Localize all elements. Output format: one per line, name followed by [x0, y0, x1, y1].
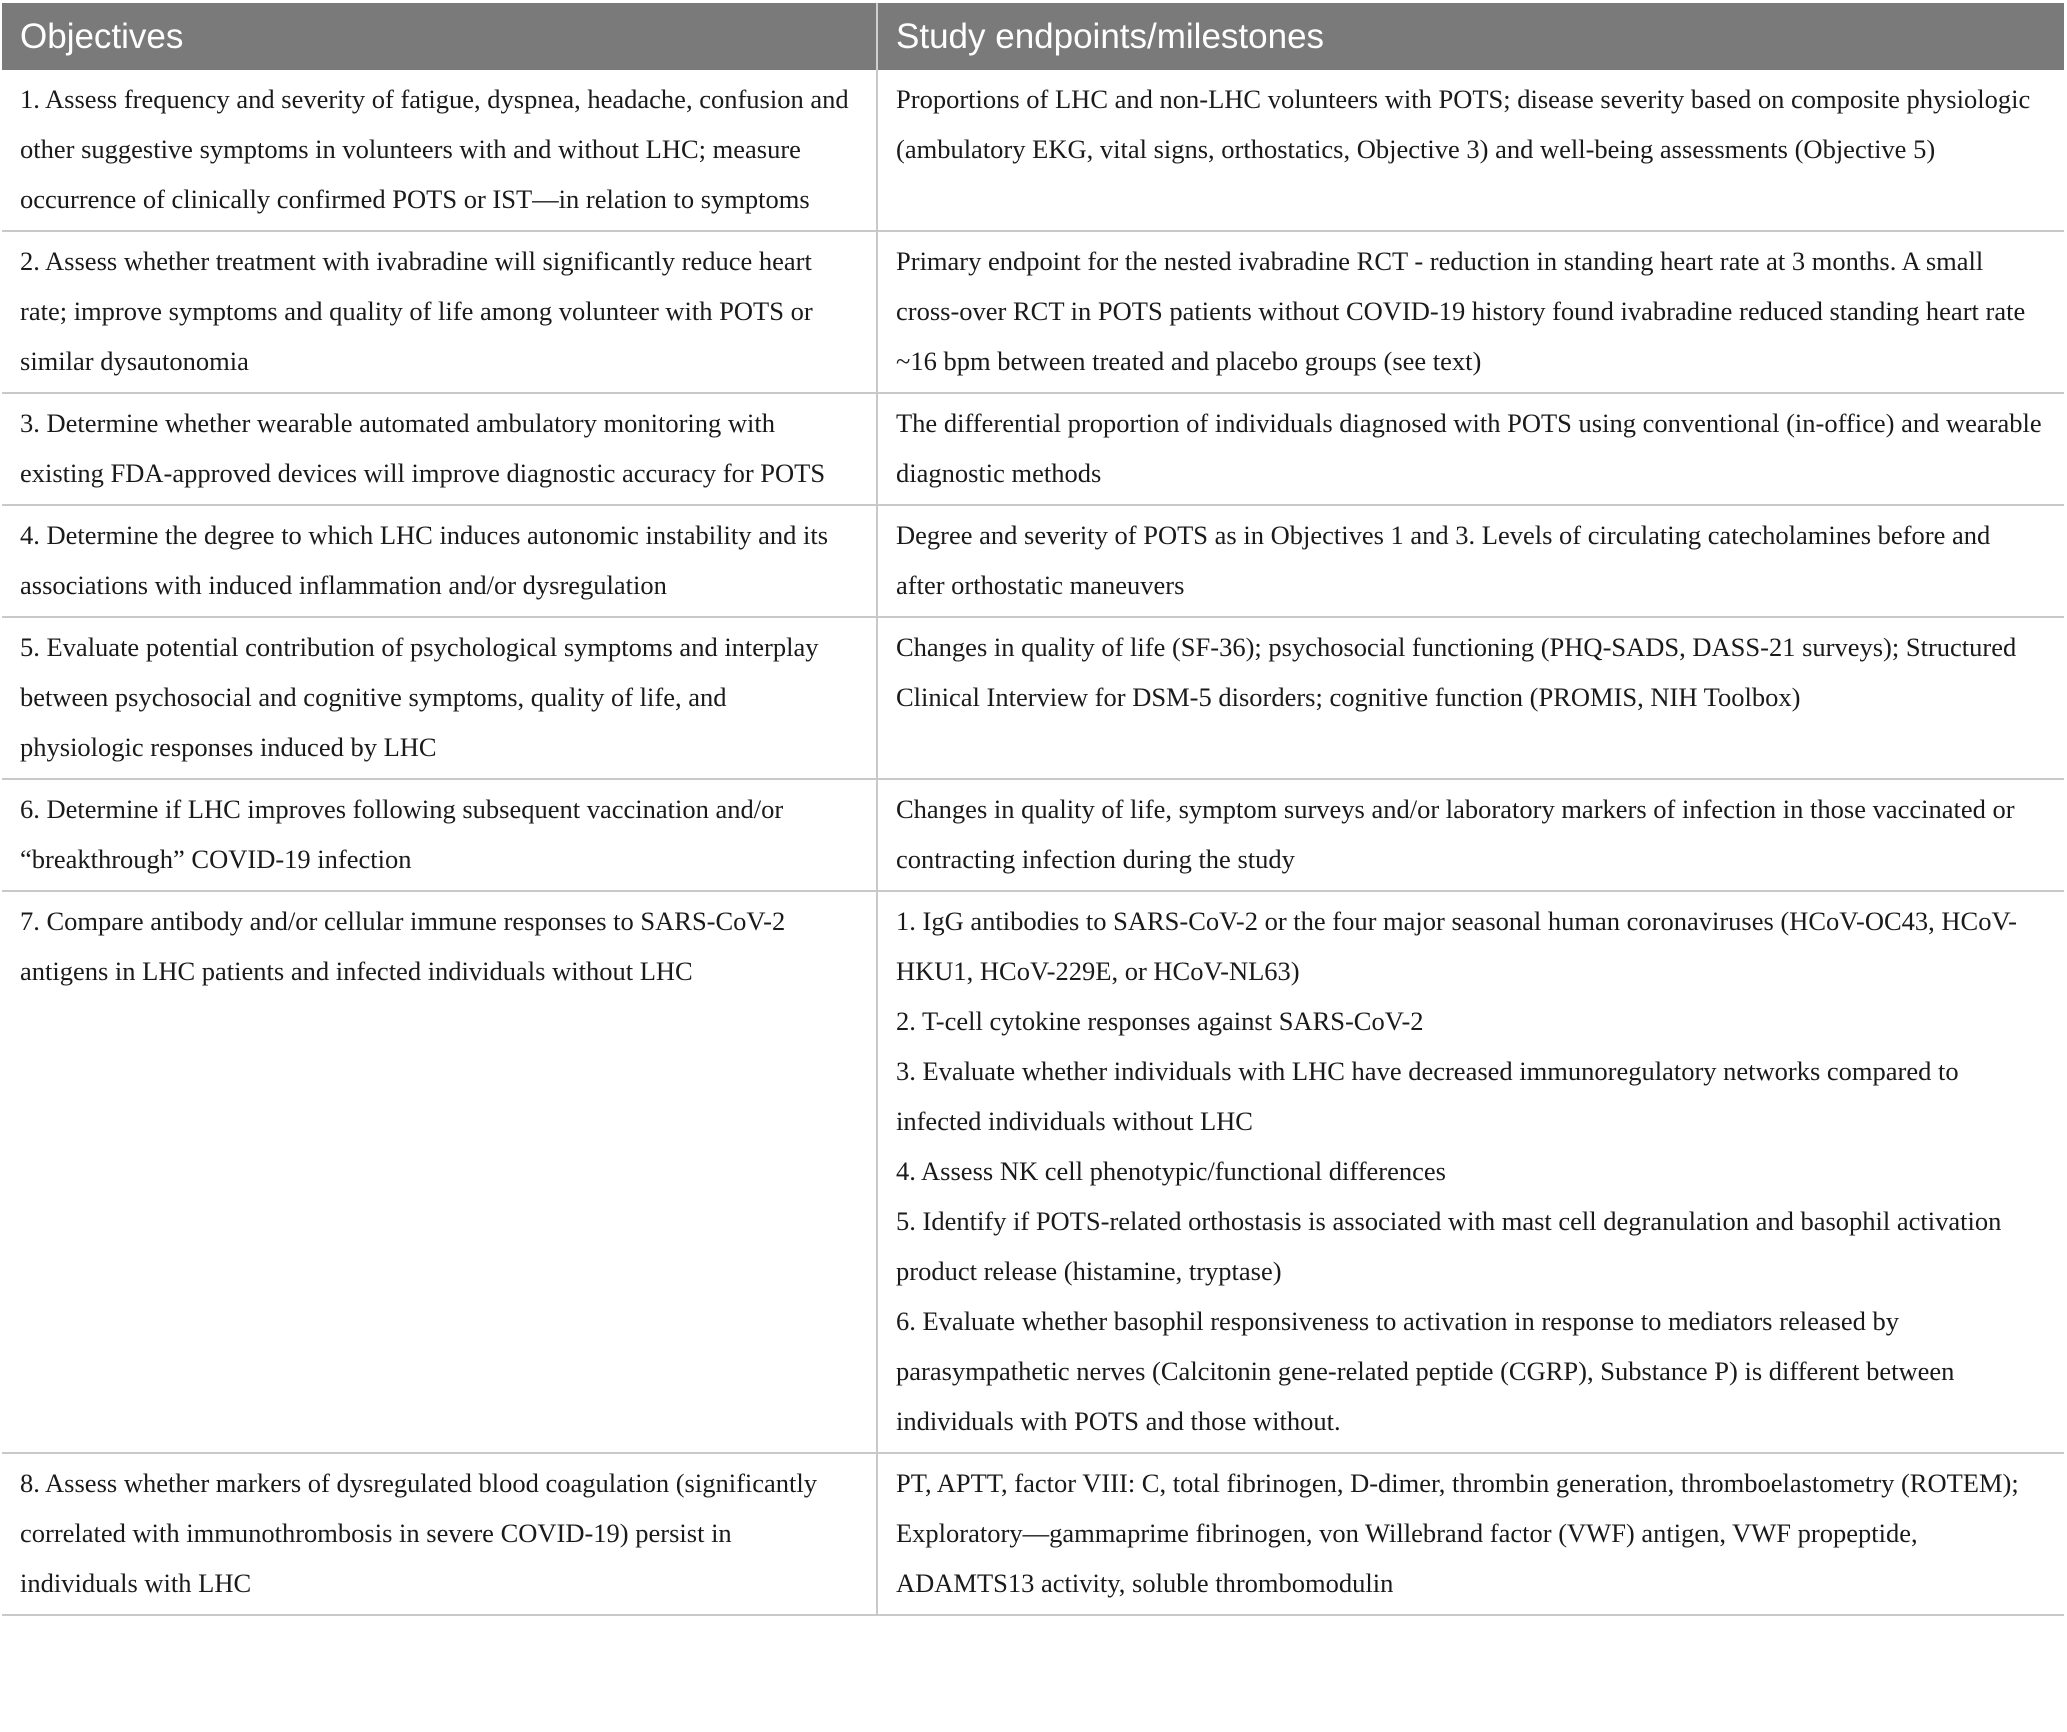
table-row — [2, 70, 2064, 231]
header-objectives: Objectives — [2, 3, 877, 70]
objective-cell: 2. Assess whether treatment with ivabradine will significantly reduce heart rate; improve symptoms and quality of life among volunteer with POTS or similar dysautonomia — [2, 231, 877, 393]
endpoints-cell — [877, 779, 2064, 891]
table-header-row — [2, 3, 2064, 70]
endpoints-cell — [877, 231, 2064, 393]
endpoint-text: The differential proportion of individuals diagnosed with POTS using conventional (in-office) and wearable diagnostic methods — [896, 408, 2042, 488]
endpoint-text: Degree and severity of POTS as in Objectives 1 and 3. Levels of circulating catecholamines before and after orthostatic maneuvers — [896, 520, 1991, 600]
endpoint-item: 5. Identify if POTS-related orthostasis is associated with mast cell degranulation and basophil activation product release (histamine, tryptase) — [896, 1206, 2002, 1286]
endpoints-cell — [877, 617, 2064, 779]
endpoint-item: 6. Evaluate whether basophil responsiveness to activation in response to mediators released by parasympathetic nerves (Calcitonin gene-related peptide (CGRP), Substance P) is different between individuals with POTS and those without. — [896, 1306, 1955, 1436]
header-study-endpoints: Study endpoints/milestones — [877, 3, 2064, 70]
table-row — [2, 779, 2064, 891]
endpoints-cell — [877, 70, 2064, 231]
table-row — [2, 393, 2064, 505]
objective-cell: 7. Compare antibody and/or cellular immune responses to SARS-CoV-2 antigens in LHC patients and infected individuals without LHC — [2, 891, 877, 1453]
endpoint-text: PT, APTT, factor VIII: C, total fibrinogen, D-dimer, thrombin generation, thromboelastometry (ROTEM); Exploratory—gammaprime fibrinogen, von Willebrand factor (VWF) antigen, VWF propeptide, ADAMTS13 activity, soluble thrombomodulin — [896, 1468, 2019, 1598]
objective-cell: 4. Determine the degree to which LHC induces autonomic instability and its associations with induced inflammation and/or dysregulation — [2, 505, 877, 617]
endpoint-text: Changes in quality of life (SF-36); psychosocial functioning (PHQ-SADS, DASS-21 surveys); Structured Clinical Interview for DSM-5 disorders; cognitive function (PROMIS, NIH Toolbox) — [896, 632, 2017, 712]
endpoint-item: 4. Assess NK cell phenotypic/functional differences — [896, 1156, 1446, 1186]
objective-cell: 8. Assess whether markers of dysregulated blood coagulation (significantly correlated with immunothrombosis in severe COVID-19) persist in individuals with LHC — [2, 1453, 877, 1615]
endpoints-cell — [877, 505, 2064, 617]
endpoints-cell — [877, 1453, 2064, 1615]
endpoint-text: Proportions of LHC and non-LHC volunteers with POTS; disease severity based on composite physiologic (ambulatory EKG, vital signs, orthostatics, Objective 3) and well-being assessments (Objective 5) — [896, 84, 2031, 164]
endpoints-cell — [877, 393, 2064, 505]
table-row — [2, 617, 2064, 779]
objective-cell: 5. Evaluate potential contribution of psychological symptoms and interplay between psychosocial and cognitive symptoms, quality of life, and physiologic responses induced by LHC — [2, 617, 877, 779]
table-row — [2, 891, 2064, 1453]
table-row — [2, 505, 2064, 617]
endpoint-text: Primary endpoint for the nested ivabradine RCT - reduction in standing heart rate at 3 months. A small cross-over RCT in POTS patients without COVID-19 history found ivabradine reduced standing heart rate ~16 bpm between treated and placebo groups (see text) — [896, 246, 2026, 376]
endpoint-text: Changes in quality of life, symptom surveys and/or laboratory markers of infection in those vaccinated or contracting infection during the study — [896, 794, 2015, 874]
objective-cell: 3. Determine whether wearable automated ambulatory monitoring with existing FDA-approved devices will improve diagnostic accuracy for POTS — [2, 393, 877, 505]
endpoint-item: 1. IgG antibodies to SARS-CoV-2 or the four major seasonal human coronaviruses (HCoV-OC43, HCoV-HKU1, HCoV-229E, or HCoV-NL63) — [896, 906, 2017, 986]
table-row — [2, 231, 2064, 393]
table-row — [2, 1453, 2064, 1615]
objective-cell: 6. Determine if LHC improves following subsequent vaccination and/or “breakthrough” COVID-19 infection — [2, 779, 877, 891]
endpoint-item: 3. Evaluate whether individuals with LHC have decreased immunoregulatory networks compared to infected individuals without LHC — [896, 1056, 1959, 1136]
endpoints-cell — [877, 891, 2064, 1453]
objectives-table — [2, 3, 2064, 1616]
objective-cell: 1. Assess frequency and severity of fatigue, dyspnea, headache, confusion and other suggestive symptoms in volunteers with and without LHC; measure occurrence of clinically confirmed POTS or IST—in relation to symptoms — [2, 70, 877, 231]
endpoint-item: 2. T-cell cytokine responses against SARS-CoV-2 — [896, 1006, 1424, 1036]
